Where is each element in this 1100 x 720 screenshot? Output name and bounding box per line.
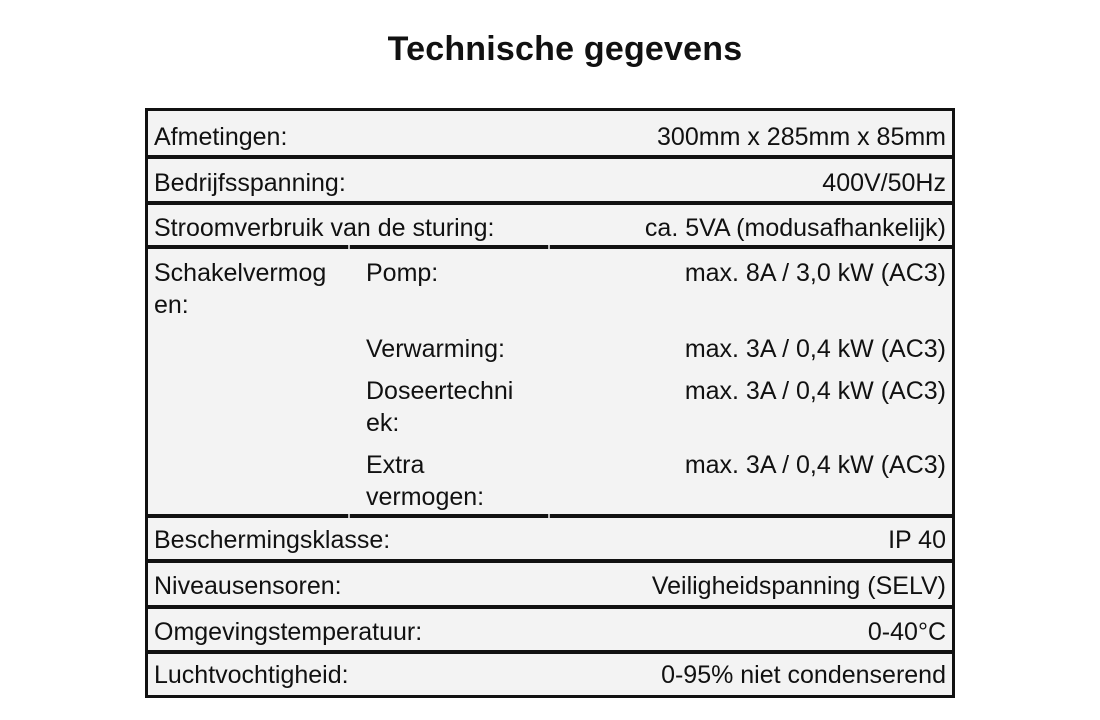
sublabel-doseertechniek-line1: Doseertechni bbox=[366, 377, 514, 405]
sublabel-verwarming-text: Verwarming: bbox=[366, 335, 505, 363]
row-divider bbox=[148, 514, 952, 518]
label-schakelvermogen bbox=[154, 257, 354, 321]
row-divider bbox=[148, 605, 952, 609]
label-beschermingsklasse: Beschermingsklasse: bbox=[154, 526, 391, 554]
table-row-omgevingstemperatuur bbox=[148, 616, 952, 648]
value-bedrijfsspanning: 400V/50Hz bbox=[822, 169, 946, 197]
value-afmetingen: 300mm x 285mm x 85mm bbox=[657, 123, 946, 151]
sublabel-extra-vermogen bbox=[366, 449, 546, 513]
table-row-schakelvermogen bbox=[148, 257, 952, 517]
value-doseertechniek: max. 3A / 0,4 kW (AC3) bbox=[684, 377, 946, 405]
value-verwarming: max. 3A / 0,4 kW (AC3) bbox=[684, 335, 946, 363]
label-omgevingstemperatuur: Omgevingstemperatuur: bbox=[154, 618, 423, 646]
table-row-afmetingen bbox=[148, 121, 952, 153]
sublabel-extra-vermogen-line1: Extra bbox=[366, 451, 425, 479]
value-luchtvochtigheid: 0-95% niet condenserend bbox=[661, 661, 946, 689]
row-divider bbox=[148, 245, 952, 249]
table-row-beschermingsklasse bbox=[148, 524, 952, 556]
column-tick bbox=[548, 514, 550, 518]
value-omgevingstemperatuur: 0-40°C bbox=[867, 618, 946, 646]
label-luchtvochtigheid: Luchtvochtigheid: bbox=[154, 661, 349, 689]
page-title: Technische gegevens bbox=[387, 30, 743, 68]
label-bedrijfsspanning: Bedrijfsspanning: bbox=[154, 169, 346, 197]
value-niveausensoren: Veiligheidspanning (SELV) bbox=[651, 572, 946, 600]
table-row-niveausensoren bbox=[148, 570, 952, 602]
row-divider bbox=[148, 650, 952, 654]
spec-table bbox=[145, 108, 955, 698]
sublabel-doseertechniek-line2: ek: bbox=[366, 409, 400, 437]
label-schakelvermogen-line2: en: bbox=[154, 291, 189, 319]
label-stroomverbruik: Stroomverbruik van de sturing: bbox=[154, 214, 495, 242]
column-tick bbox=[348, 245, 350, 249]
column-tick bbox=[548, 245, 550, 249]
value-stroomverbruik: ca. 5VA (modusafhankelijk) bbox=[644, 214, 946, 242]
value-pomp: max. 8A / 3,0 kW (AC3) bbox=[684, 259, 946, 287]
sublabel-pomp-text: Pomp: bbox=[366, 259, 439, 287]
sublabel-verwarming bbox=[366, 333, 546, 365]
value-beschermingsklasse: IP 40 bbox=[888, 526, 946, 554]
table-row-stroomverbruik bbox=[148, 212, 952, 244]
value-extra-vermogen: max. 3A / 0,4 kW (AC3) bbox=[684, 451, 946, 479]
label-afmetingen: Afmetingen: bbox=[154, 123, 288, 151]
row-divider bbox=[148, 201, 952, 205]
label-niveausensoren: Niveausensoren: bbox=[154, 572, 342, 600]
table-row-luchtvochtigheid bbox=[148, 659, 952, 691]
sublabel-extra-vermogen-line2: vermogen: bbox=[366, 483, 485, 511]
row-divider bbox=[148, 155, 952, 159]
column-tick bbox=[348, 514, 350, 518]
row-divider bbox=[148, 559, 952, 563]
label-schakelvermogen-line1: Schakelvermog bbox=[154, 259, 327, 287]
sublabel-pomp bbox=[366, 257, 546, 289]
table-row-bedrijfsspanning bbox=[148, 167, 952, 199]
sublabel-doseertechniek bbox=[366, 375, 546, 439]
